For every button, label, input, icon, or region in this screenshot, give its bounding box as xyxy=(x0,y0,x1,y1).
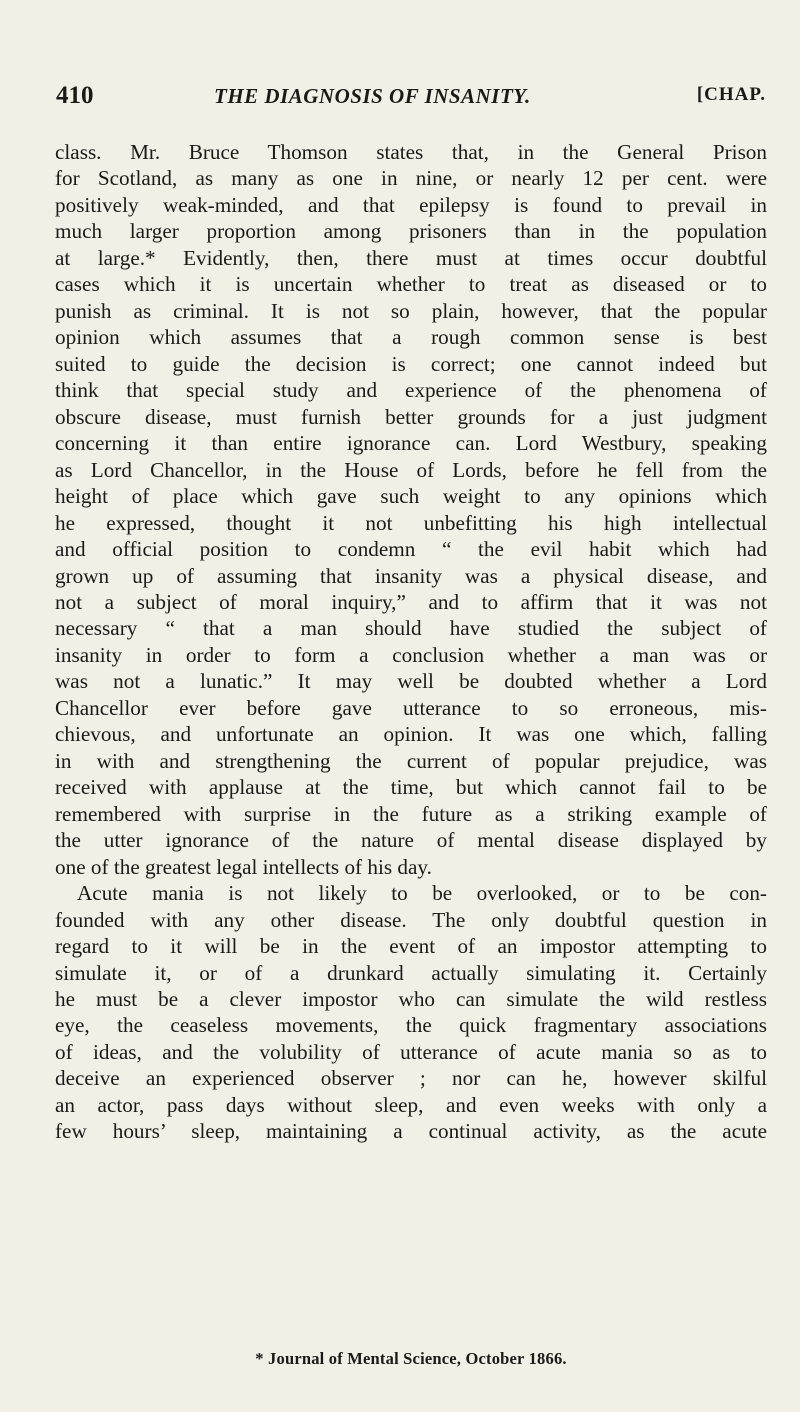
text-line: insanity in order to form a conclusion whether a man was or xyxy=(55,642,767,667)
text-line: much larger proportion among prisoners than in the population xyxy=(55,219,767,244)
text-line: he must be a clever impostor who can simulate the wild restless xyxy=(55,987,767,1011)
text-line: eye, the ceaseless movements, the quick fragmentary associations xyxy=(55,1013,767,1038)
text-line: of ideas, and the volubility of utterance of acute mania so as to xyxy=(55,1039,767,1064)
text-line: the utter ignorance of the nature of mental disease displayed by xyxy=(55,828,767,853)
text-line: remembered with surprise in the future as a striking example of xyxy=(55,801,767,826)
text-line: an actor, pass days without sleep, and even weeks with only a xyxy=(55,1092,767,1117)
paragraph-start-line: Acute mania is not likely to be overlooked, or to be con- xyxy=(77,881,767,906)
running-head xyxy=(56,82,766,116)
text-line: obscure disease, must furnish better grounds for a just judgment xyxy=(55,404,767,429)
text-line: regard to it will be in the event of an impostor attempting to xyxy=(55,934,767,959)
text-line: class. Mr. Bruce Thomson states that, in the General Prison xyxy=(55,140,767,164)
text-line: suited to guide the decision is correct; one cannot indeed but xyxy=(55,351,767,376)
text-line: few hours’ sleep, maintaining a continual activity, as the acute xyxy=(55,1119,767,1144)
text-line: height of place which gave such weight to any opinions which xyxy=(55,484,767,509)
text-line: at large.* Evidently, then, there must at times occur doubtful xyxy=(55,245,767,270)
page-number: 410 xyxy=(56,82,94,109)
text-line: was not a lunatic.” It may well be doubted whether a Lord xyxy=(55,669,767,694)
text-line: and official position to condemn “ the evil habit which had xyxy=(55,537,767,562)
text-line: received with applause at the time, but which cannot fail to be xyxy=(55,775,767,800)
text-line: opinion which assumes that a rough common sense is best xyxy=(55,325,767,350)
text-line: not a subject of moral inquiry,” and to affirm that it was not xyxy=(55,589,767,614)
running-title: THE DIAGNOSIS OF INSANITY. xyxy=(214,84,531,108)
text-line: Chancellor ever before gave utterance to so erroneous, mis- xyxy=(55,695,767,720)
text-line: grown up of assuming that insanity was a physical disease, and xyxy=(55,563,767,588)
body-text xyxy=(55,139,767,1145)
text-line: think that special study and experience of the phenomena of xyxy=(55,378,767,403)
text-line: for Scotland, as many as one in nine, or nearly 12 per cent. were xyxy=(55,166,767,191)
text-line: simulate it, or of a drunkard actually simulating it. Certainly xyxy=(55,960,767,985)
text-line: necessary “ that a man should have studied the subject of xyxy=(55,616,767,641)
paragraph-end-line: one of the greatest legal intellects of his day. xyxy=(55,854,432,879)
chapter-mark: [CHAP. xyxy=(696,84,766,105)
footnote: * Journal of Mental Science, October 1866. xyxy=(255,1349,567,1368)
text-line: founded with any other disease. The only doubtful question in xyxy=(55,907,767,932)
text-line: cases which it is uncertain whether to treat as diseased or to xyxy=(55,272,767,297)
text-line: deceive an experienced observer ; nor can he, however skilful xyxy=(55,1066,767,1091)
text-line: as Lord Chancellor, in the House of Lords, before he fell from the xyxy=(55,457,767,482)
text-line: concerning it than entire ignorance can. Lord Westbury, speaking xyxy=(55,431,767,456)
text-line: he expressed, thought it not unbefitting his high intellectual xyxy=(55,510,767,535)
text-line: chievous, and unfortunate an opinion. It was one which, falling xyxy=(55,722,767,747)
text-line: in with and strengthening the current of popular prejudice, was xyxy=(55,748,767,773)
text-line: punish as criminal. It is not so plain, however, that the popular xyxy=(55,298,767,323)
text-line: positively weak-minded, and that epilepsy is found to prevail in xyxy=(55,192,767,217)
